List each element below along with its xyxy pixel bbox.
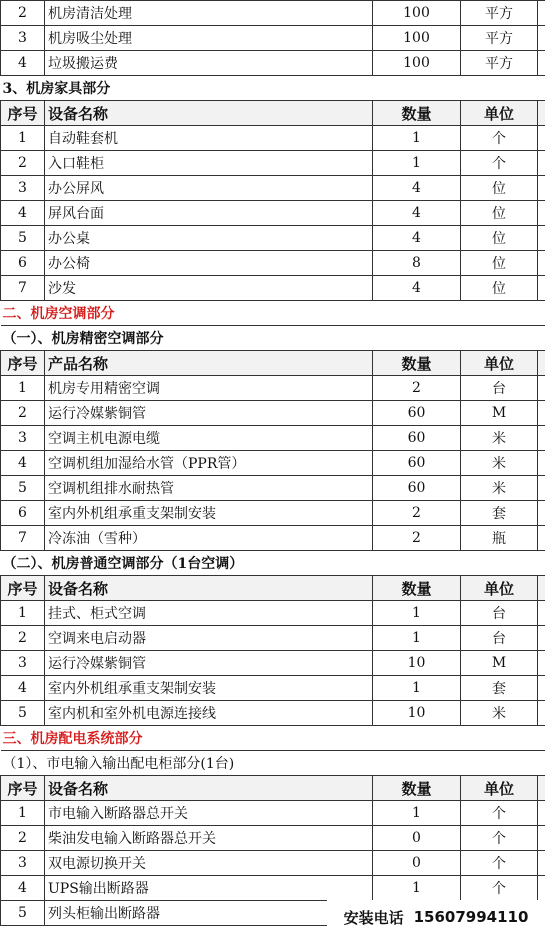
- item-name: 空调来电启动器: [45, 626, 373, 651]
- table-row: [1, 501, 545, 526]
- table-row: [1, 626, 545, 651]
- item-name: 沙发: [45, 276, 373, 301]
- item-name: 冷冻油（雪种）: [45, 526, 373, 551]
- row-spacer: [538, 526, 545, 551]
- header-name: 设备名称: [45, 776, 373, 801]
- item-name: 运行冷媒紫铜管: [45, 651, 373, 676]
- item-name: 办公屏风: [45, 176, 373, 201]
- row-spacer: [538, 876, 545, 901]
- item-name: 机房专用精密空调: [45, 376, 373, 401]
- item-quantity: 0: [373, 826, 461, 851]
- header-unit: 单位: [461, 776, 538, 801]
- item-unit: 位: [461, 251, 538, 276]
- item-name: 空调主机电源电缆: [45, 426, 373, 451]
- table-row: [1, 51, 545, 76]
- item-quantity: 1: [373, 876, 461, 901]
- row-number: 3: [1, 26, 45, 51]
- item-quantity: 60: [373, 426, 461, 451]
- header-no: 序号: [1, 351, 45, 376]
- row-number: 4: [1, 51, 45, 76]
- row-number: 5: [1, 701, 45, 726]
- item-name: 机房吸尘处理: [45, 26, 373, 51]
- row-spacer: [538, 476, 545, 501]
- item-unit: 台: [461, 626, 538, 651]
- section-title: 3、机房家具部分: [1, 76, 545, 101]
- item-name: 双电源切换开关: [45, 851, 373, 876]
- item-quantity: 0: [373, 851, 461, 876]
- item-quantity: 4: [373, 276, 461, 301]
- table-row: [1, 401, 545, 426]
- item-quantity: 1: [373, 601, 461, 626]
- row-number: 4: [1, 451, 45, 476]
- item-quantity: 2: [373, 526, 461, 551]
- table-row: [1, 251, 545, 276]
- header-unit: 单位: [461, 351, 538, 376]
- item-name: UPS输出断路器: [45, 876, 373, 901]
- row-spacer: [538, 851, 545, 876]
- item-quantity: 4: [373, 176, 461, 201]
- header-spacer: [538, 351, 545, 376]
- section-title: 三、机房配电系统部分: [1, 726, 545, 751]
- item-quantity: 2: [373, 501, 461, 526]
- section-row: [1, 726, 545, 751]
- item-unit: 个: [461, 851, 538, 876]
- item-name: 室内外机组承重支架制安装: [45, 501, 373, 526]
- header-unit: 单位: [461, 101, 538, 126]
- item-name: 空调机组加湿给水管（PPR管）: [45, 451, 373, 476]
- contact-label: 安装电话: [343, 908, 404, 927]
- row-spacer: [538, 801, 545, 826]
- row-spacer: [538, 276, 545, 301]
- item-unit: 平方: [461, 51, 538, 76]
- row-spacer: [538, 126, 545, 151]
- item-quantity: 4: [373, 226, 461, 251]
- row-spacer: [538, 201, 545, 226]
- item-unit: 平方: [461, 1, 538, 26]
- item-quantity: 1: [373, 626, 461, 651]
- table-row: [1, 676, 545, 701]
- row-number: 6: [1, 501, 45, 526]
- section-row: [1, 751, 545, 776]
- row-number: 2: [1, 401, 45, 426]
- row-spacer: [538, 451, 545, 476]
- table-row: [1, 176, 545, 201]
- table-row: [1, 701, 545, 726]
- item-unit: 台: [461, 601, 538, 626]
- item-name: 空调机组排水耐热管: [45, 476, 373, 501]
- table-row: [1, 1, 545, 26]
- item-quantity: 1: [373, 801, 461, 826]
- header-no: 序号: [1, 576, 45, 601]
- table-row: [1, 651, 545, 676]
- item-unit: 平方: [461, 26, 538, 51]
- header-name: 设备名称: [45, 101, 373, 126]
- row-spacer: [538, 626, 545, 651]
- header-spacer: [538, 576, 545, 601]
- row-number: 5: [1, 476, 45, 501]
- contact-box: [327, 900, 545, 934]
- item-quantity: 100: [373, 51, 461, 76]
- item-quantity: 60: [373, 451, 461, 476]
- item-name: 屏风台面: [45, 201, 373, 226]
- row-spacer: [538, 826, 545, 851]
- item-unit: 个: [461, 151, 538, 176]
- row-spacer: [538, 401, 545, 426]
- table-row: [1, 801, 545, 826]
- item-name: 市电输入断路器总开关: [45, 801, 373, 826]
- row-spacer: [538, 26, 545, 51]
- item-name: 运行冷媒紫铜管: [45, 401, 373, 426]
- item-name: 机房清洁处理: [45, 1, 373, 26]
- section-title: （一）、机房精密空调部分: [1, 326, 545, 351]
- item-unit: 个: [461, 826, 538, 851]
- item-unit: 个: [461, 126, 538, 151]
- item-unit: 米: [461, 426, 538, 451]
- row-number: 7: [1, 276, 45, 301]
- row-spacer: [538, 151, 545, 176]
- item-quantity: 1: [373, 676, 461, 701]
- header-spacer: [538, 776, 545, 801]
- item-unit: 位: [461, 201, 538, 226]
- table-row: [1, 851, 545, 876]
- row-spacer: [538, 376, 545, 401]
- row-number: 5: [1, 226, 45, 251]
- row-number: 3: [1, 651, 45, 676]
- item-unit: 个: [461, 876, 538, 901]
- table-header-row: [1, 351, 545, 376]
- header-qty: 数量: [373, 351, 461, 376]
- item-unit: 位: [461, 176, 538, 201]
- item-quantity: 4: [373, 201, 461, 226]
- row-number: 1: [1, 601, 45, 626]
- section-title: （1）、市电输入输出配电柜部分(1台): [1, 751, 545, 776]
- item-name: 垃圾搬运费: [45, 51, 373, 76]
- item-quantity: 8: [373, 251, 461, 276]
- item-unit: 个: [461, 801, 538, 826]
- item-unit: 瓶: [461, 526, 538, 551]
- item-quantity: 1: [373, 126, 461, 151]
- row-number: 7: [1, 526, 45, 551]
- item-quantity: 100: [373, 26, 461, 51]
- row-spacer: [538, 1, 545, 26]
- item-unit: 位: [461, 226, 538, 251]
- table-row: [1, 126, 545, 151]
- table-row: [1, 376, 545, 401]
- section-row: [1, 551, 545, 576]
- row-spacer: [538, 501, 545, 526]
- item-quantity: 10: [373, 651, 461, 676]
- row-number: 1: [1, 801, 45, 826]
- item-unit: 台: [461, 376, 538, 401]
- row-number: 1: [1, 126, 45, 151]
- row-number: 4: [1, 876, 45, 901]
- table-row: [1, 601, 545, 626]
- item-name: 室内外机组承重支架制安装: [45, 676, 373, 701]
- row-number: 2: [1, 151, 45, 176]
- section-row: [1, 301, 545, 326]
- table-row: [1, 876, 545, 901]
- row-spacer: [538, 251, 545, 276]
- item-quantity: 100: [373, 1, 461, 26]
- header-qty: 数量: [373, 776, 461, 801]
- row-number: 6: [1, 251, 45, 276]
- row-number: 5: [1, 901, 45, 926]
- row-spacer: [538, 426, 545, 451]
- item-quantity: 1: [373, 151, 461, 176]
- item-quantity: 10: [373, 701, 461, 726]
- row-spacer: [538, 601, 545, 626]
- table-header-row: [1, 101, 545, 126]
- row-spacer: [538, 176, 545, 201]
- header-unit: 单位: [461, 576, 538, 601]
- row-spacer: [538, 676, 545, 701]
- item-name: 柴油发电输入断路器总开关: [45, 826, 373, 851]
- row-number: 4: [1, 676, 45, 701]
- table-row: [1, 201, 545, 226]
- header-no: 序号: [1, 776, 45, 801]
- table-row: [1, 426, 545, 451]
- row-number: 3: [1, 426, 45, 451]
- header-qty: 数量: [373, 101, 461, 126]
- item-unit: M: [461, 401, 538, 426]
- item-name: 室内机和室外机电源连接线: [45, 701, 373, 726]
- table-row: [1, 276, 545, 301]
- item-unit: 米: [461, 701, 538, 726]
- item-unit: 套: [461, 501, 538, 526]
- item-name: 入口鞋柜: [45, 151, 373, 176]
- section-title: 二、机房空调部分: [1, 301, 545, 326]
- row-number: 4: [1, 201, 45, 226]
- row-spacer: [538, 51, 545, 76]
- section-row: [1, 76, 545, 101]
- table-row: [1, 151, 545, 176]
- row-number: 3: [1, 851, 45, 876]
- header-no: 序号: [1, 101, 45, 126]
- table-row: [1, 26, 545, 51]
- row-number: 2: [1, 626, 45, 651]
- table-header-row: [1, 776, 545, 801]
- row-spacer: [538, 701, 545, 726]
- row-number: 2: [1, 1, 45, 26]
- table-row: [1, 226, 545, 251]
- item-quantity: 60: [373, 476, 461, 501]
- item-name: 列头柜输出断路器: [45, 901, 373, 926]
- table-row: [1, 826, 545, 851]
- row-number: 1: [1, 376, 45, 401]
- section-title: （二）、机房普通空调部分（1台空调）: [1, 551, 545, 576]
- table-row: [1, 476, 545, 501]
- header-spacer: [538, 101, 545, 126]
- table-row: [1, 451, 545, 476]
- row-spacer: [538, 226, 545, 251]
- section-row: [1, 326, 545, 351]
- item-unit: 米: [461, 451, 538, 476]
- item-unit: 位: [461, 276, 538, 301]
- row-number: 2: [1, 826, 45, 851]
- item-quantity: 60: [373, 401, 461, 426]
- table-row: [1, 526, 545, 551]
- header-qty: 数量: [373, 576, 461, 601]
- item-name: 办公桌: [45, 226, 373, 251]
- row-number: 3: [1, 176, 45, 201]
- item-unit: 米: [461, 476, 538, 501]
- contact-phone[interactable]: 15607994110: [413, 908, 529, 926]
- item-name: 办公椅: [45, 251, 373, 276]
- item-unit: M: [461, 651, 538, 676]
- header-name: 产品名称: [45, 351, 373, 376]
- table-header-row: [1, 576, 545, 601]
- item-name: 自动鞋套机: [45, 126, 373, 151]
- item-quantity: 2: [373, 376, 461, 401]
- header-name: 设备名称: [45, 576, 373, 601]
- item-unit: 套: [461, 676, 538, 701]
- item-name: 挂式、柜式空调: [45, 601, 373, 626]
- row-spacer: [538, 651, 545, 676]
